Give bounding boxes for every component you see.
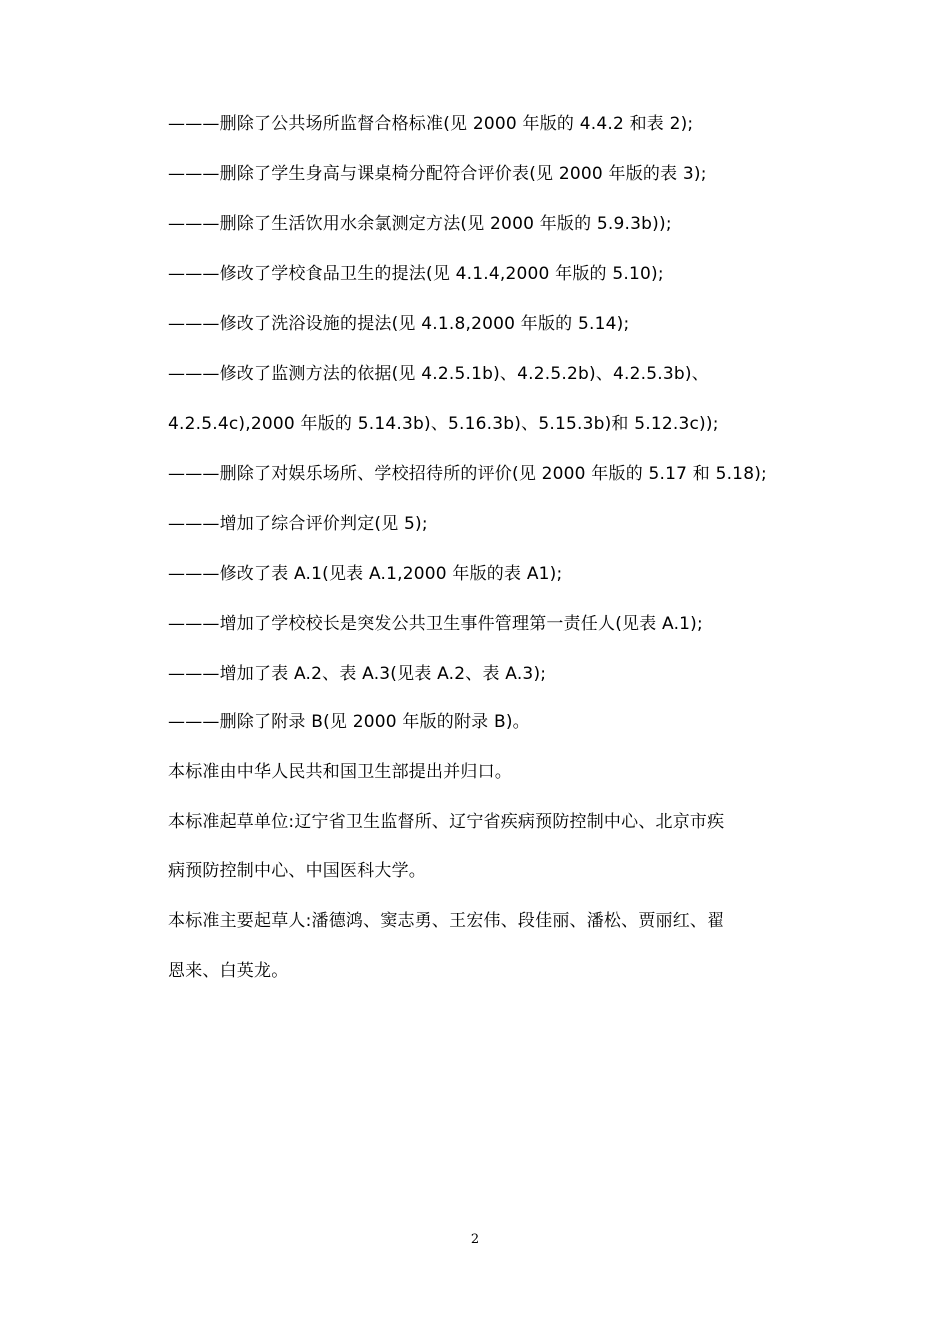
- text-line: ———删除了对娱乐场所、学校招待所的评价(见 2000 年版的 5.17 和 5.18);: [168, 464, 767, 484]
- text-line: 本标准起草单位:辽宁省卫生监督所、辽宁省疾病预防控制中心、北京市疾: [168, 812, 725, 832]
- text-line: ———删除了学生身高与课桌椅分配符合评价表(见 2000 年版的表 3);: [168, 164, 707, 184]
- page-number: 2: [470, 1232, 480, 1247]
- text-line: 恩来、白英龙。: [168, 961, 289, 981]
- text-line: ———删除了公共场所监督合格标准(见 2000 年版的 4.4.2 和表 2);: [168, 114, 694, 134]
- text-line: ———删除了生活饮用水余氯测定方法(见 2000 年版的 5.9.3b));: [168, 214, 672, 234]
- text-line: 本标准主要起草人:潘德鸿、窦志勇、王宏伟、段佳丽、潘松、贾丽红、翟: [168, 911, 725, 931]
- text-line: 病预防控制中心、中国医科大学。: [168, 861, 426, 881]
- text-line: 本标准由中华人民共和国卫生部提出并归口。: [168, 762, 512, 782]
- text-line: 4.2.5.4c),2000 年版的 5.14.3b)、5.16.3b)、5.15.3b)和 5.12.3c));: [168, 414, 719, 434]
- text-line: ———增加了表 A.2、表 A.3(见表 A.2、表 A.3);: [168, 664, 547, 684]
- text-line: ———删除了附录 B(见 2000 年版的附录 B)。: [168, 712, 530, 732]
- text-line: ———修改了监测方法的依据(见 4.2.5.1b)、4.2.5.2b)、4.2.5.3b)、: [168, 364, 709, 384]
- text-line: ———修改了学校食品卫生的提法(见 4.1.4,2000 年版的 5.10);: [168, 264, 664, 284]
- text-line: ———增加了学校校长是突发公共卫生事件管理第一责任人(见表 A.1);: [168, 614, 703, 634]
- text-line: ———修改了表 A.1(见表 A.1,2000 年版的表 A1);: [168, 564, 563, 584]
- text-line: ———增加了综合评价判定(见 5);: [168, 514, 428, 534]
- text-line: ———修改了洗浴设施的提法(见 4.1.8,2000 年版的 5.14);: [168, 314, 630, 334]
